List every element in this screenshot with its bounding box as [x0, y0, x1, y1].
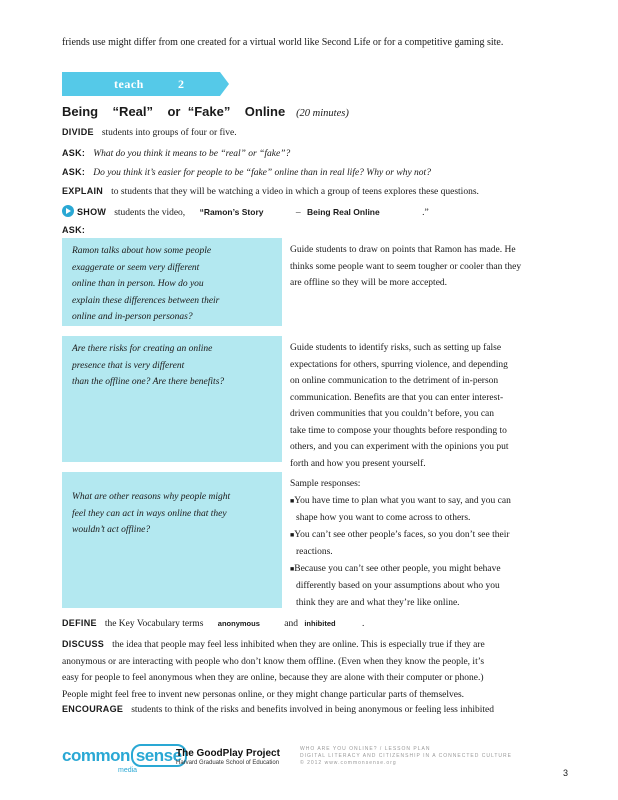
- question-box-1: [62, 238, 282, 326]
- footer-tagline: [300, 746, 512, 767]
- ask2-text: Do you think it’s easier for people to be “fake” online than in real life? Why or why not?: [93, 168, 431, 178]
- bullet-icon: ■: [290, 565, 295, 573]
- bullet-item-2: [290, 527, 542, 561]
- ask3-keyword: ASK:: [62, 225, 86, 235]
- question-line: online and in-person personas?: [72, 312, 193, 322]
- question-line: wouldn’t act offline?: [72, 525, 151, 535]
- explain-text: to students that they will be watching a video in which a group of teens explores these questions.: [111, 187, 479, 197]
- footer-line: DIGITAL LITERACY AND CITIZENSHIP IN A CONNECTED CULTURE: [300, 753, 512, 759]
- divide-line: [62, 127, 237, 138]
- discuss-line: easy for people to feel anonymous when they are online, because they are alone with their computer or phone.): [62, 673, 484, 683]
- answer-line: forth and how you present yourself.: [290, 458, 426, 469]
- page-number: 3: [563, 768, 569, 778]
- section-heading: [62, 104, 349, 119]
- answer-line: communication. Benefits are that you can enter interest-: [290, 392, 504, 403]
- question-line: presence that is very different: [72, 360, 185, 371]
- encourage-keyword: ENCOURAGE: [62, 704, 124, 714]
- define-keyword: DEFINE: [62, 618, 97, 628]
- teach-tab-shape: [62, 72, 229, 96]
- question-line: exaggerate or seem very different: [72, 262, 200, 273]
- answer-line: on online communication to the detriment of in-person: [290, 376, 499, 386]
- intro-text: friends use might differ from one created for a virtual world like Second Life or for a competitive gaming site.: [62, 37, 504, 48]
- logo-media: media: [118, 767, 138, 774]
- term-anonymous: anonymous: [217, 619, 260, 628]
- teach-tab: [62, 72, 229, 96]
- define-line: [62, 618, 364, 629]
- explain-line: [62, 186, 479, 197]
- question-line: What are other reasons why people might: [72, 492, 231, 502]
- define-end: .: [361, 619, 365, 629]
- question-box-3: [62, 472, 282, 608]
- discuss-line: People might feel free to invent new personas online, or they might change particular parts of themselves.: [62, 689, 465, 700]
- answer-line: others, and you can experiment with the opinions you put: [290, 442, 509, 452]
- footer-line: © 2012 www.commonsense.org: [300, 760, 397, 766]
- ask2-keyword: ASK:: [62, 167, 86, 177]
- divide-text: students into groups of four or five.: [101, 128, 237, 138]
- answer-2: [290, 340, 542, 472]
- answer-line: Guide students to draw on points that Ramon has made. He: [290, 245, 516, 255]
- bullet-icon: ■: [290, 497, 295, 505]
- heading-duration: (20 minutes): [296, 108, 349, 119]
- question-line: explain these differences between their: [72, 295, 220, 306]
- define-and: and: [284, 619, 298, 629]
- bullet-item-1: [290, 493, 542, 527]
- bullet-line: You have time to plan what you want to say, and you can: [294, 495, 511, 506]
- question-box-2: [62, 336, 282, 462]
- answer-line: take time to compose your thoughts before responding to: [290, 425, 507, 436]
- discuss-line: anonymous or are interacting with people who don’t know them offline. (Even when they know the people, it’s: [62, 656, 485, 667]
- term-inhibited: inhibited: [304, 619, 336, 628]
- bullet-line: You can’t see other people’s faces, so you don’t see their: [294, 529, 510, 540]
- footer-line: WHO ARE YOU ONLINE? / LESSON PLAN: [300, 746, 431, 752]
- answer-line: are offline so they will be more accepted.: [290, 278, 448, 288]
- answer-line: thinks some people want to seem tougher or cooler than they: [290, 261, 522, 272]
- bullet-line: Because you can’t see other people, you might behave: [294, 563, 501, 574]
- define-text: the Key Vocabulary terms: [104, 619, 204, 629]
- answer-line: Guide students to identify risks, such as setting up false: [290, 343, 502, 353]
- logo-common: common: [62, 746, 130, 765]
- encourage-text: students to think of the risks and benefits involved in being anonymous or feeling less inhibited: [131, 705, 495, 715]
- question-line: Are there risks for creating an online: [72, 344, 213, 354]
- answer-line: expectations for others, spurring violence, and depending: [290, 359, 508, 370]
- video-subtitle[interactable]: Being Real Online: [306, 207, 380, 217]
- show-keyword: SHOW: [77, 207, 107, 217]
- question-line: online than in person. How do you: [72, 279, 204, 289]
- bullet-line: think they are and what they’re like online.: [296, 597, 460, 608]
- teach-number: 2: [178, 77, 184, 91]
- question-line: than the offline one? Are there benefits?: [72, 377, 225, 387]
- heading-title: Being “Real” or “Fake” Online: [62, 104, 286, 119]
- encourage-line: [62, 704, 494, 715]
- video-title[interactable]: “Ramon’s Story: [199, 207, 264, 217]
- show-text: students the video,: [114, 208, 186, 218]
- answer-line: driven communities that you couldn’t before, you can: [290, 409, 495, 419]
- question-line: feel they can act in ways online that they: [72, 508, 227, 519]
- discuss-line: the idea that people may feel less inhibited when they are online. This is especially true if they are: [112, 640, 485, 650]
- video-end: .”: [422, 208, 429, 218]
- ask1-keyword: ASK:: [62, 148, 86, 158]
- video-dash: –: [295, 208, 301, 218]
- divide-keyword: DIVIDE: [62, 127, 94, 137]
- ask1-text: What do you think it means to be “real” or “fake”?: [93, 149, 291, 159]
- bullet-line: shape how you want to come across to others.: [296, 513, 471, 523]
- bullet-item-3: [290, 561, 542, 612]
- explain-keyword: EXPLAIN: [62, 186, 104, 196]
- ask2-line: [62, 167, 431, 178]
- answer-1: [290, 242, 542, 292]
- teach-label: teach: [114, 77, 144, 91]
- play-icon: [62, 205, 74, 217]
- question-line: Ramon talks about how some people: [72, 246, 212, 256]
- show-line: [62, 205, 429, 218]
- ask1-line: [62, 148, 290, 159]
- answer-3: [290, 476, 542, 611]
- bullet-line: differently based on your assumptions about who you: [296, 581, 500, 591]
- goodplay-subtitle: Harvard Graduate School of Education: [176, 760, 280, 766]
- commonsense-logo: [62, 746, 187, 774]
- goodplay-logo: [176, 748, 280, 766]
- discuss-keyword: DISCUSS: [62, 639, 105, 649]
- bullet-line: reactions.: [296, 547, 333, 557]
- ask3-line: [62, 225, 93, 236]
- logo-sense: sense: [131, 744, 187, 767]
- bullet-icon: ■: [290, 531, 295, 539]
- goodplay-title: The GoodPlay Project: [176, 748, 280, 759]
- answer-intro: Sample responses:: [290, 479, 361, 489]
- discuss-paragraph: [62, 636, 552, 703]
